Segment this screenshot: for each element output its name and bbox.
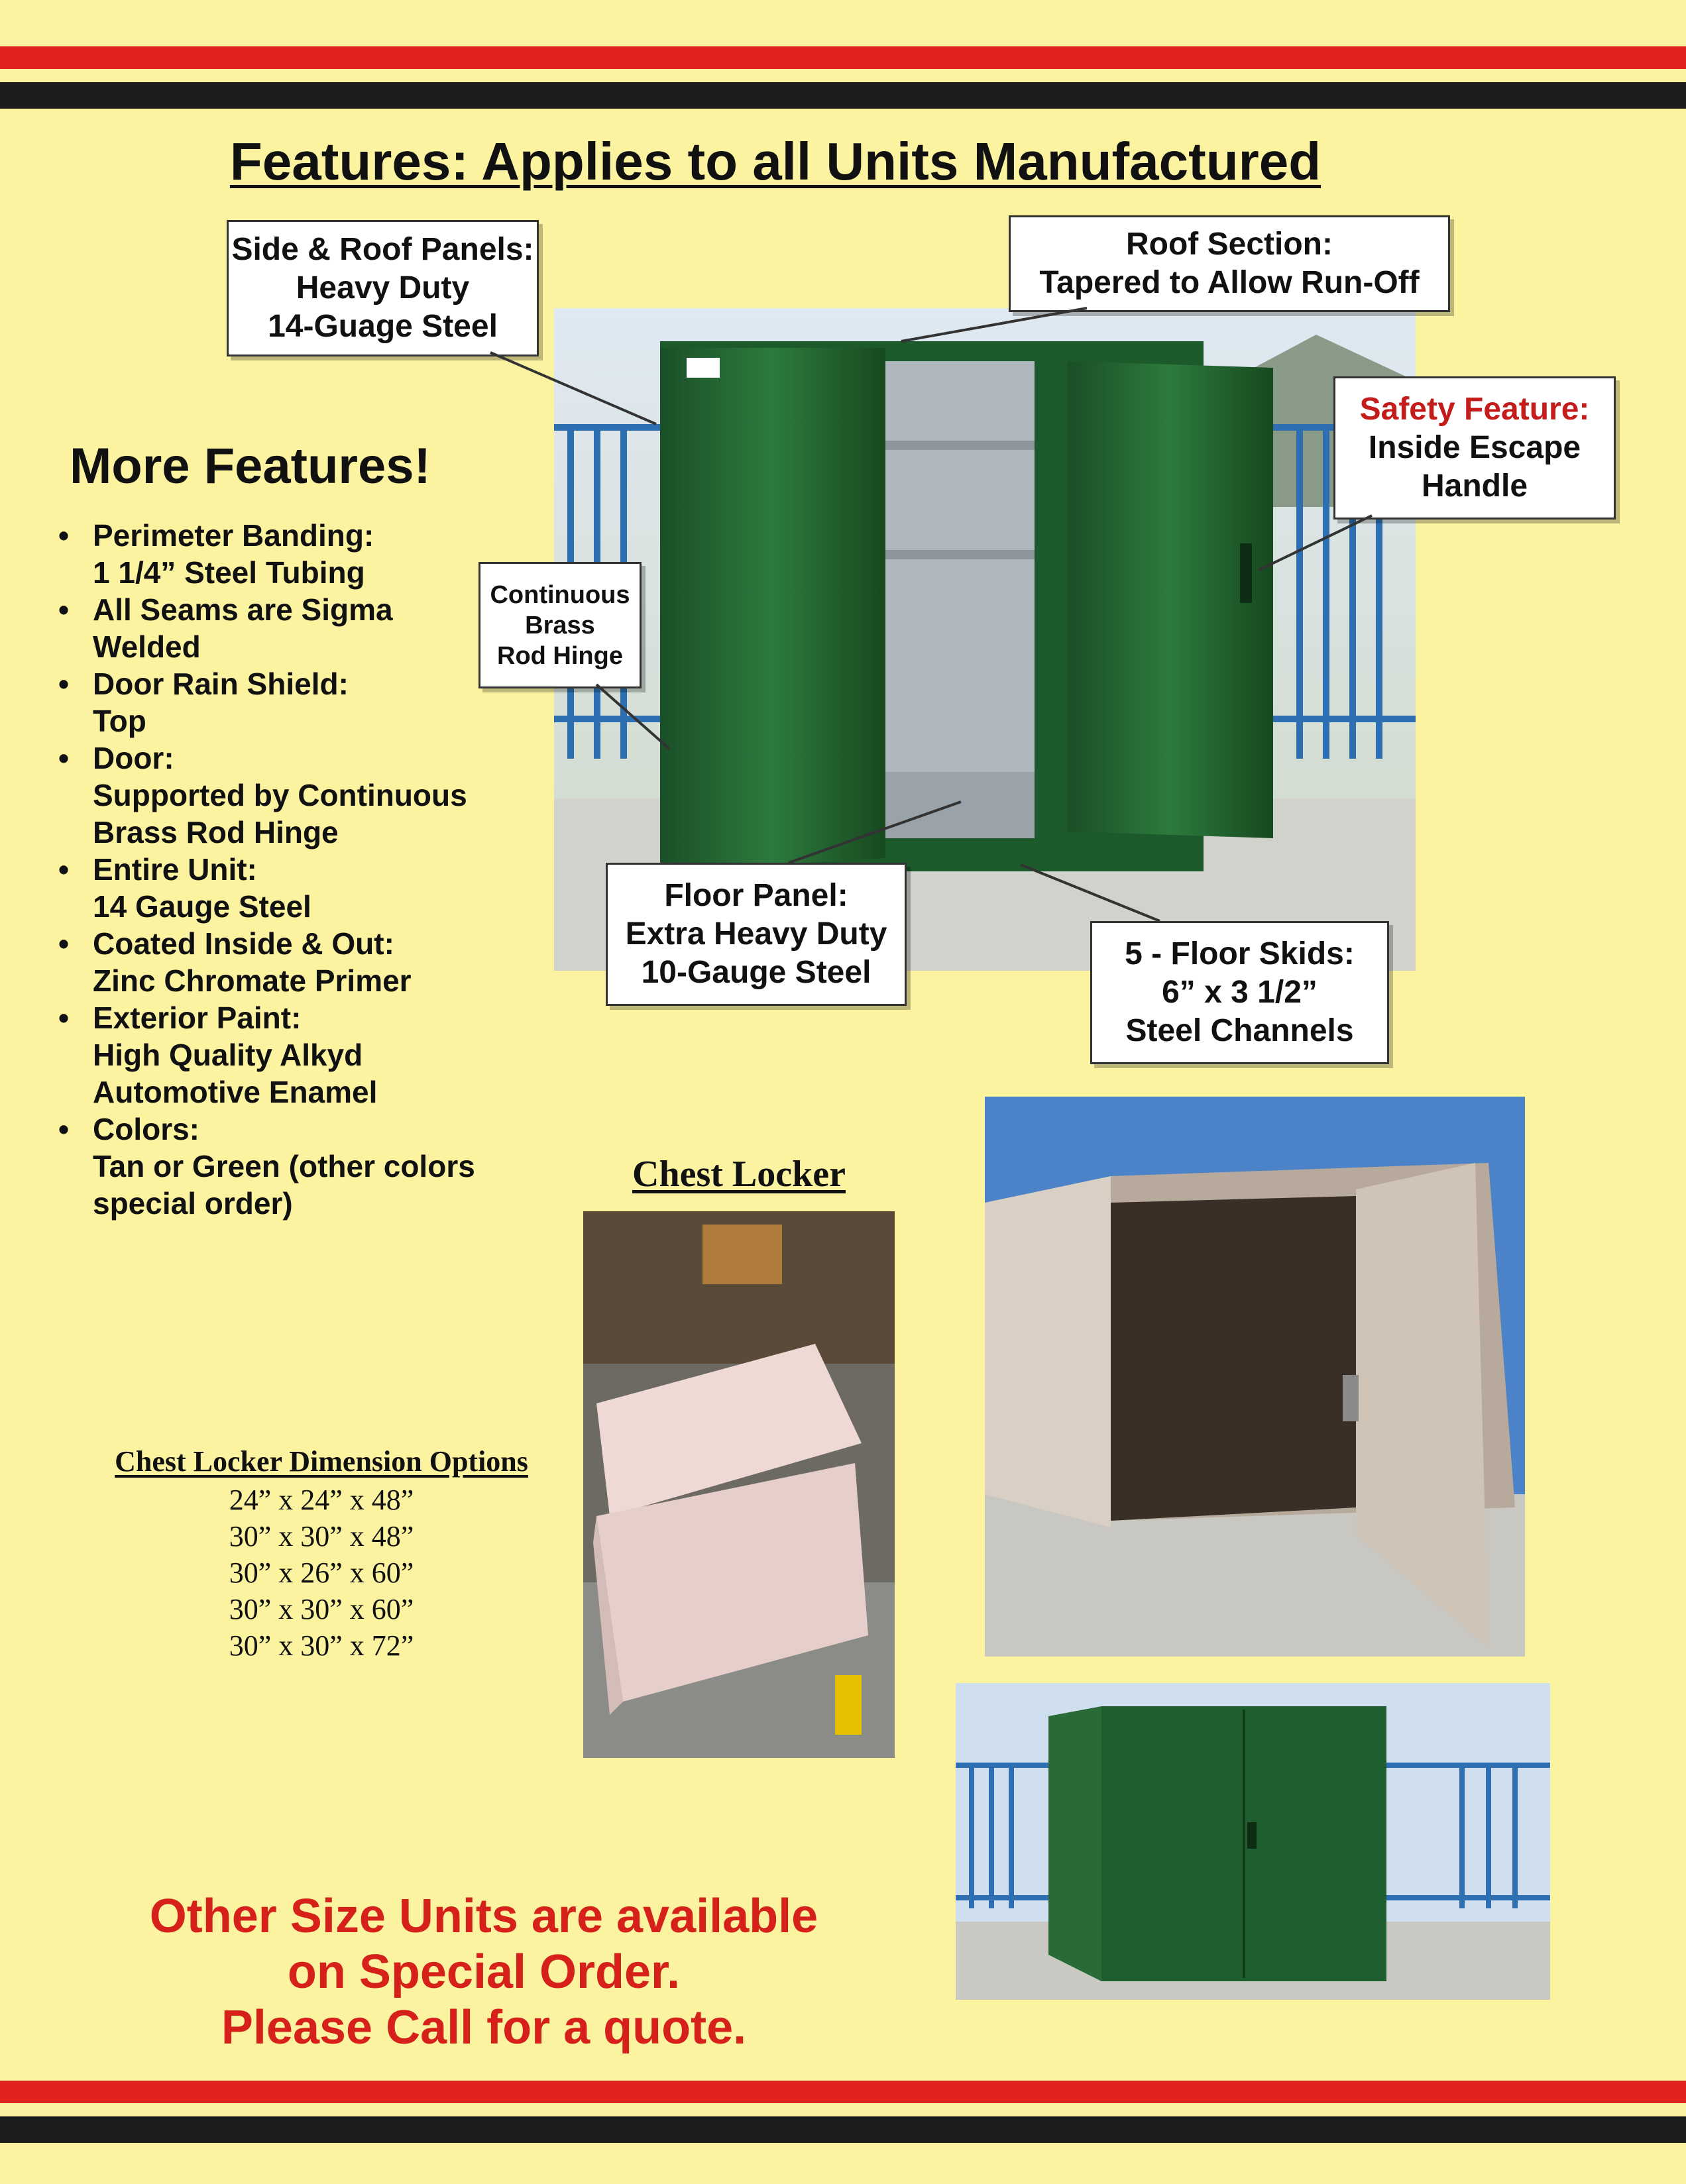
list-item: 30” x 26” x 60” bbox=[229, 1556, 414, 1589]
list-item: • Door: Supported by Continuous Brass Rod Hinge bbox=[58, 741, 467, 849]
callout-safety-feature: Safety Feature: Inside Escape Handle bbox=[1333, 376, 1616, 519]
list-item: • Perimeter Banding: 1 1/4” Steel Tubing bbox=[58, 518, 374, 590]
chest-locker-photo bbox=[583, 1211, 895, 1758]
list-item: 24” x 24” x 48” bbox=[229, 1484, 414, 1516]
list-item: • Coated Inside & Out: Zinc Chromate Primer bbox=[58, 926, 412, 998]
tan-locker-photo bbox=[985, 1097, 1525, 1657]
chest-dimension-title: Chest Locker Dimension Options bbox=[115, 1445, 528, 1478]
list-item: 30” x 30” x 72” bbox=[229, 1629, 414, 1662]
list-item: • Colors: Tan or Green (other colors special order) bbox=[58, 1112, 475, 1221]
callout-brass-hinge: Continuous Brass Rod Hinge bbox=[478, 562, 642, 688]
chest-locker-title: Chest Locker bbox=[632, 1154, 846, 1195]
list-item: 30” x 30” x 60” bbox=[229, 1593, 414, 1625]
list-item: • Exterior Paint: High Quality Alkyd Automotive Enamel bbox=[58, 1001, 378, 1109]
more-features-title: More Features! bbox=[70, 438, 431, 494]
list-item: • All Seams are Sigma Welded bbox=[58, 592, 393, 664]
list-item: • Entire Unit: 14 Gauge Steel bbox=[58, 852, 311, 924]
callout-roof-section: Roof Section: Tapered to Allow Run-Off bbox=[1009, 215, 1450, 312]
green-locker-photo-2 bbox=[956, 1683, 1550, 2000]
chest-dimension-list bbox=[83, 1482, 560, 1664]
list-item: 30” x 30” x 48” bbox=[229, 1520, 414, 1553]
callout-floor-skids: 5 - Floor Skids: 6” x 3 1/2” Steel Channels bbox=[1090, 921, 1389, 1064]
list-item: • Door Rain Shield: Top bbox=[58, 667, 349, 738]
callout-side-roof-panels: Side & Roof Panels: Heavy Duty 14-Guage Steel bbox=[227, 220, 539, 356]
callout-floor-panel: Floor Panel: Extra Heavy Duty 10-Gauge Steel bbox=[606, 863, 907, 1006]
more-features-list bbox=[58, 517, 482, 1222]
special-order-notice: Other Size Units are available on Special Order. Please Call for a quote. bbox=[149, 1890, 818, 2054]
page-title: Features: Applies to all Units Manufactured bbox=[229, 132, 1321, 191]
